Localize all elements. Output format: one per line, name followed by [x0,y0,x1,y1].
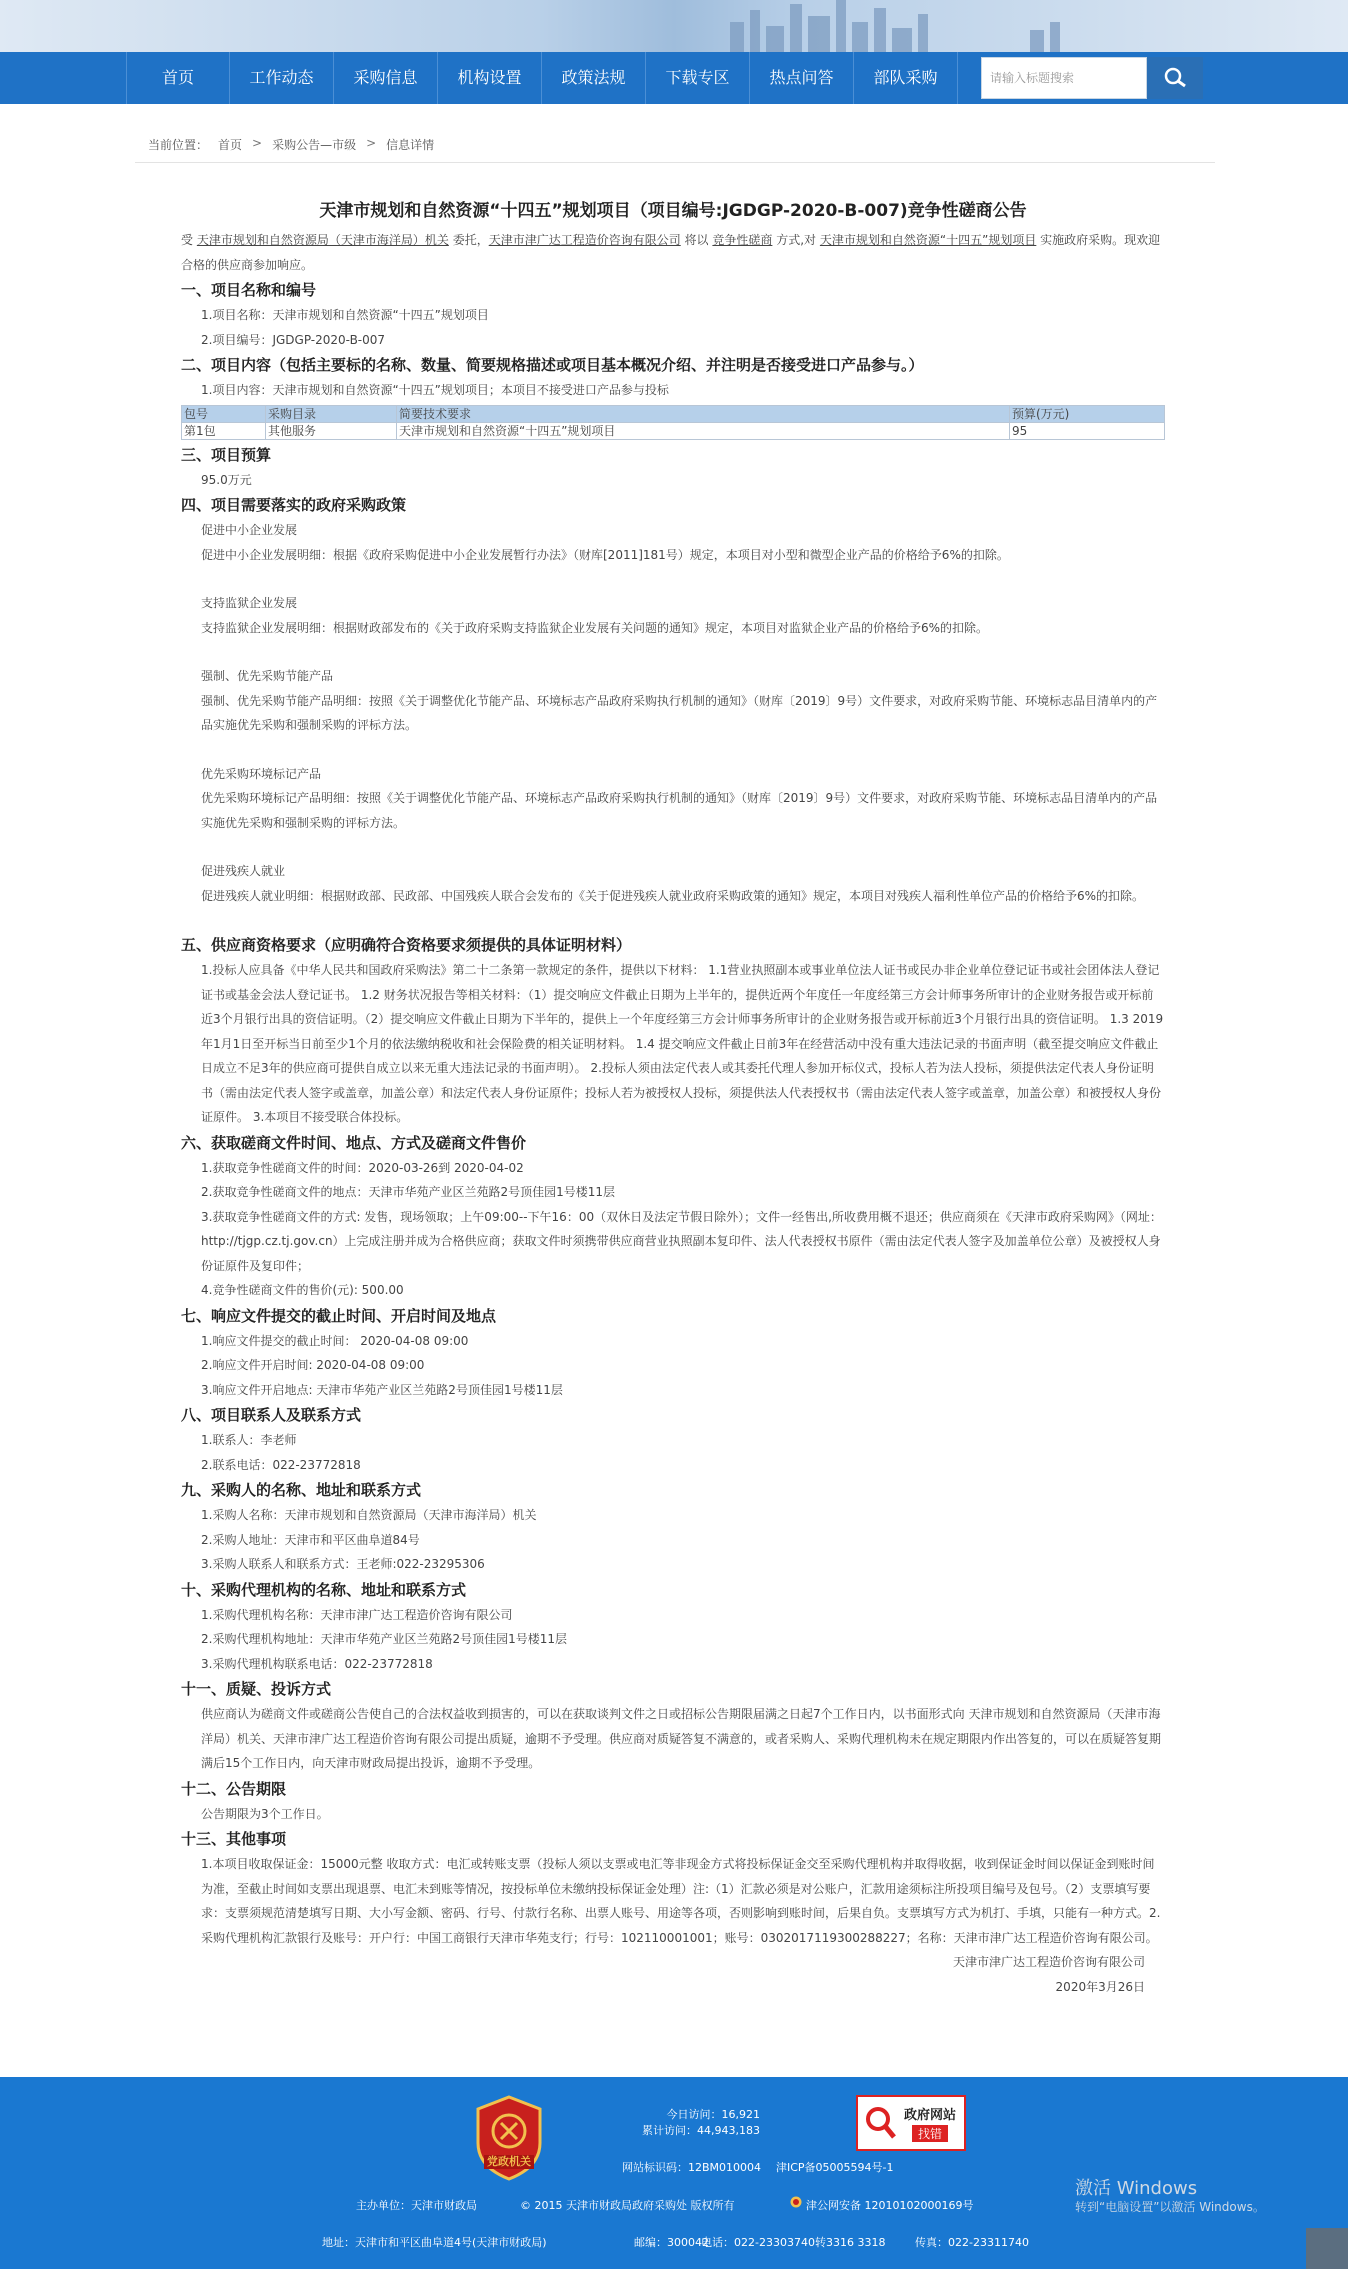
today-label: 今日访问： [666,2108,722,2121]
section-line: 1.本项目收取保证金：15000元整 收取方式：电汇或转账支票（投标人须以支票或电汇等非现金方式将投标保证金交至采购代理机构并取得收据，收到保证金时间以保证金到账时间为准，至截止时间如支票出现退票、电汇未到账等情况，按投标单位未缴纳投标保证金处理）注:（1）汇款必须是对公账户，汇款用途须标注所投项目编号及包号。（2）支票填写要求：支票须规范清楚填写日期、大小写金额、密码、行号、付款行名称、出票人账号、用途等各项，否则影响到账时间，后果自负。支票填写方式为机打、手填，只能有一种方式。2.采购代理机构汇款银行及账号：开户行：中国工商银行天津市华苑支行；行号：102110001001；账号：0302017119300288227；名称：天津市津广达工程造价咨询有限公司。 [201,1857,1161,1945]
section-line: 3.采购人联系人和联系方式：王老师:022-23295306 [201,1557,485,1571]
announcement-body [181,198,1165,1999]
breadcrumb-current: 信息详情 [386,138,435,152]
policy-title: 强制、优先采购节能产品 [201,669,334,683]
windows-activation-watermark [1075,2180,1265,2216]
copyright: © 2015 天津市财政局政府采购处 版权所有 [520,2199,735,2212]
gov-site-error-badge[interactable] [856,2095,966,2151]
section-heading: 二、项目内容（包括主要标的名称、数量、简要规格描述或项目基本概况介绍、并注明是否接受进口产品参与。） [181,356,924,374]
section-line: 4.竞争性磋商文件的售价(元): 500.00 [201,1283,404,1297]
nav-item-downloads[interactable]: 下载专区 [646,52,750,104]
section-line: 1.获取竞争性磋商文件的时间：2020-03-26到 2020-04-02 [201,1160,524,1175]
section-heading: 六、获取磋商文件时间、地点、方式及磋商文件售价 [181,1133,527,1152]
intro-text: 委托， [452,233,489,247]
search-input[interactable]: 请输入标题搜索 [981,57,1147,99]
breadcrumb-label: 当前位置： [148,138,209,152]
footer-address: 地址：天津市和平区曲阜道4号(天津市财政局) [322,2236,547,2249]
table-cell: 其他服务 [266,422,397,439]
section-heading: 十二、公告期限 [181,1779,287,1798]
nav-item-news[interactable]: 工作动态 [230,52,334,104]
section-line: 1.采购代理机构名称：天津市津广达工程造价咨询有限公司 [201,1607,513,1622]
section-heading: 七、响应文件提交的截止时间、开启时间及地点 [181,1306,497,1325]
section-line: 3.采购代理机构联系电话：022-23772818 [201,1656,433,1671]
intro-agency: 天津市津广达工程造价咨询有限公司 [488,233,681,247]
breadcrumb-sep: > [366,136,377,150]
section-line: 1.采购人名称：天津市规划和自然资源局（天津市海洋局）机关 [201,1508,537,1522]
signature-org: 天津市津广达工程造价咨询有限公司 [952,1955,1145,1969]
policy-detail: 促进残疾人就业明细：根据财政部、民政部、中国残疾人联合会发布的《关于促进残疾人就业政府采购政策的通知》规定，本项目对残疾人福利性单位产品的价格给予6%的扣除。 [201,888,1145,903]
section-line: 1.项目内容：天津市规划和自然资源“十四五”规划项目；本项目不接受进口产品参与投标 [201,383,669,397]
breadcrumb-category[interactable]: 采购公告—市级 [272,138,357,152]
policy-detail: 支持监狱企业发展明细：根据财政部发布的《关于政府采购支持监狱企业发展有关问题的通知》规定，本项目对监狱企业产品的价格给予6%的扣除。 [201,620,989,635]
intro-project: 天津市规划和自然资源“十四五”规划项目 [819,233,1037,247]
nav-item-organization[interactable]: 机构设置 [438,52,542,104]
intro-method: 竞争性磋商 [712,233,773,247]
section-heading: 十三、其他事项 [181,1830,287,1848]
policy-detail: 强制、优先采购节能产品明细：按照《关于调整优化节能产品、环境标志产品政府采购执行机制的通知》（财库〔2019〕9号）文件要求，对政府采购节能、环境标志品目清单内的产品实施优先采购和强制采购的评标方法。 [201,693,1158,732]
section-heading: 四、项目需要落实的政府采购政策 [181,496,407,514]
total-count: 44,943,183 [697,2124,760,2137]
section-line: 2.项目编号：JGDGP-2020-B-007 [201,332,386,347]
section-line: 2.采购代理机构地址：天津市华苑产业区兰苑路2号顶佳园1号楼11层 [201,1632,567,1646]
section-line: 1.投标人应具备《中华人民共和国政府采购法》第二十二条第一款规定的条件，提供以下材料： 1.1营业执照副本或事业单位法人证书或民办非企业单位登记证书或社会团体法人登记证书或基金会法人登记证书。 1.2 财务状况报告等相关材料：（1）提交响应文件截止日期为上半年的，提供近两个年度任一年度经第三方会计师事务所审计的企业财务报告或开标前近3个月银行出具的资信证明。（2）提交响应文件截止日期为下半年的，提供上一个年度经第三方会计师事务所审计的企业财务报告或开标前近3个月银行出具的资信证明。 1.3 2019年1月1日至开标当日前至少1个月的依法缴纳税收和社会保险费的相关证明材料。 1.4 提交响应文件截止日前3年在经营活动中没有重大违法记录的书面声明（截至提交响应文件截止日成立不足3年的供应商可提供自成立以来无重大违法记录的书面声明）。 2.投标人须由法定代表人或其委托代理人参加开标仪式，投标人若为法人投标，须提供法定代表人身份证明书（需由法定代表人签字或盖章，加盖公章）和法定代表人身份证原件；投标人若为被授权人投标，须提供法人代表授权书（需由法定代表人签字或盖章，加盖公章）和被授权人身份证原件。 3.本项目不接受联合体投标。 [201,963,1164,1124]
nav-item-military[interactable]: 部队采购 [854,52,958,104]
intro-paragraph [181,228,1165,277]
section-line: 3.获取竞争性磋商文件的方式: 发售，现场领取；上午09:00--下午16：00（双休日及法定节假日除外）；文件一经售出,所收费用概不退还；供应商须在《天津市政府采购网》（网址：http://tjgp.cz.tj.gov.cn）上完成注册并成为合格供应商；获取文件时须携带供应商营业执照副本复印件、法人代表授权书原件（需由法定代表人签字及加盖单位公章）及被授权人身份证原件及复印件； [201,1209,1162,1273]
watermark-line1: 激活 Windows [1075,2178,1198,2199]
policy-detail: 促进中小企业发展明细：根据《政府采购促进中小企业发展暂行办法》（财库[2011]181号）规定，本项目对小型和微型企业产品的价格给予6%的扣除。 [201,547,1009,562]
table-cell: 天津市规划和自然资源“十四五”规划项目 [397,422,1010,439]
section-line: 2.获取竞争性磋商文件的地点：天津市华苑产业区兰苑路2号顶佳园1号楼11层 [201,1185,615,1199]
section-line: 2.采购人地址：天津市和平区曲阜道84号 [201,1532,420,1547]
top-banner [0,0,1348,52]
section-line: 3.响应文件开启地点: 天津市华苑产业区兰苑路2号顶佳园1号楼11层 [201,1382,563,1397]
section-heading: 十一、质疑、投诉方式 [181,1680,332,1698]
sponsor: 主办单位：天津市财政局 [356,2199,477,2212]
table-header: 预算(万元) [1010,405,1165,422]
package-table [181,405,1165,440]
section-line: 1.响应文件提交的截止时间： 2020-04-08 09:00 [201,1333,469,1348]
section-heading: 一、项目名称和编号 [181,281,317,299]
police-icon [790,2196,802,2211]
today-count: 16,921 [721,2108,760,2121]
breadcrumb [148,136,434,153]
magnifier-icon [862,2101,898,2145]
table-header: 包号 [182,405,266,422]
icp-link[interactable]: 津ICP备05005594号-1 [776,2161,894,2174]
search-icon [1162,65,1188,91]
total-label: 累计访问： [642,2124,698,2137]
table-header: 采购目录 [266,405,397,422]
watermark-line2: 转到“电脑设置”以激活 Windows。 [1075,2200,1265,2214]
emblem-label: 党政机关 [487,2155,531,2168]
nav-item-policy[interactable]: 政策法规 [542,52,646,104]
intro-text: 将以 [684,233,709,247]
visit-stats [600,2107,760,2139]
table-row [182,422,1165,439]
policy-title: 促进中小企业发展 [201,523,298,537]
table-header: 简要技术要求 [397,405,1010,422]
nav-item-procurement[interactable]: 采购信息 [334,52,438,104]
section-line: 95.0万元 [201,472,252,487]
footer-phone: 电话：022-23303740转3316 3318 [701,2236,886,2249]
section-heading: 三、项目预算 [181,445,272,464]
policy-title: 促进残疾人就业 [201,864,286,878]
intro-text: 受 [181,233,194,247]
police-record[interactable]: 津公网安备 12010102000169号 [806,2199,974,2212]
signature-date: 2020年3月26日 [1055,1979,1145,1994]
section-heading: 十、采购代理机构的名称、地址和联系方式 [181,1580,467,1599]
policy-detail: 优先采购环境标记产品明细：按照《关于调整优化节能产品、环境标志产品政府采购执行机制的通知》（财库〔2019〕9号）文件要求，对政府采购节能、环境标志品目清单内的产品实施优先采购和强制采购的评标方法。 [201,791,1158,830]
table-cell: 95 [1010,422,1165,439]
intro-text: 方式,对 [776,233,817,247]
section-line: 供应商认为磋商文件或磋商公告使自己的合法权益收到损害的，可以在获取谈判文件之日或招标公告期限届满之日起7个工作日内，以书面形式向 天津市规划和自然资源局（天津市海洋局）机关、天津市津广达工程造价咨询有限公司提出质疑，逾期不予受理。供应商对质疑答复不满意的，或者采购人、采购代理机构未在规定期限内作出答复的，可以在质疑答复期满后15个工作日内，向天津市财政局提出投诉，逾期不予受理。 [201,1707,1162,1770]
section-line: 2.响应文件开启时间: 2020-04-08 09:00 [201,1358,425,1372]
nav-item-faq[interactable]: 热点问答 [750,52,854,104]
page-title: 天津市规划和自然资源“十四五”规划项目（项目编号:JGDGP-2020-B-007)竞争性磋商公告 [319,201,1027,221]
breadcrumb-home[interactable]: 首页 [218,138,243,152]
back-to-top-button[interactable] [1306,2228,1348,2269]
section-line: 1.联系人：李老师 [201,1433,297,1447]
site-id: 网站标识码：12BM010004 [622,2161,762,2174]
footer-fax: 传真：022-23311740 [915,2236,1029,2249]
table-cell: 第1包 [182,422,266,439]
footer-postcode: 邮编：300042 [634,2236,709,2249]
section-line: 1.项目名称：天津市规划和自然资源“十四五”规划项目 [201,308,489,322]
section-heading: 八、项目联系人及联系方式 [181,1406,362,1424]
intro-purchaser: 天津市规划和自然资源局（天津市海洋局）机关 [196,233,449,247]
party-gov-emblem[interactable] [474,2095,544,2181]
section-heading: 九、采购人的名称、地址和联系方式 [181,1481,422,1499]
breadcrumb-sep: > [252,136,263,150]
section-heading: 五、供应商资格要求（应明确符合资格要求须提供的具体证明材料） [181,936,632,954]
divider [135,162,1215,163]
intro-text: 实施政府采购。现欢迎合格的供应商参加响应。 [181,233,1161,272]
section-line: 公告期限为3个工作日。 [201,1806,329,1821]
badge-title: 政府网站 [904,2108,957,2123]
nav-item-home[interactable]: 首页 [126,52,230,104]
policy-title: 支持监狱企业发展 [201,596,298,610]
search-button[interactable] [1147,57,1203,99]
policy-title: 优先采购环境标记产品 [201,766,322,781]
section-line: 2.联系电话：022-23772818 [201,1457,361,1472]
badge-action: 找错 [912,2125,948,2142]
